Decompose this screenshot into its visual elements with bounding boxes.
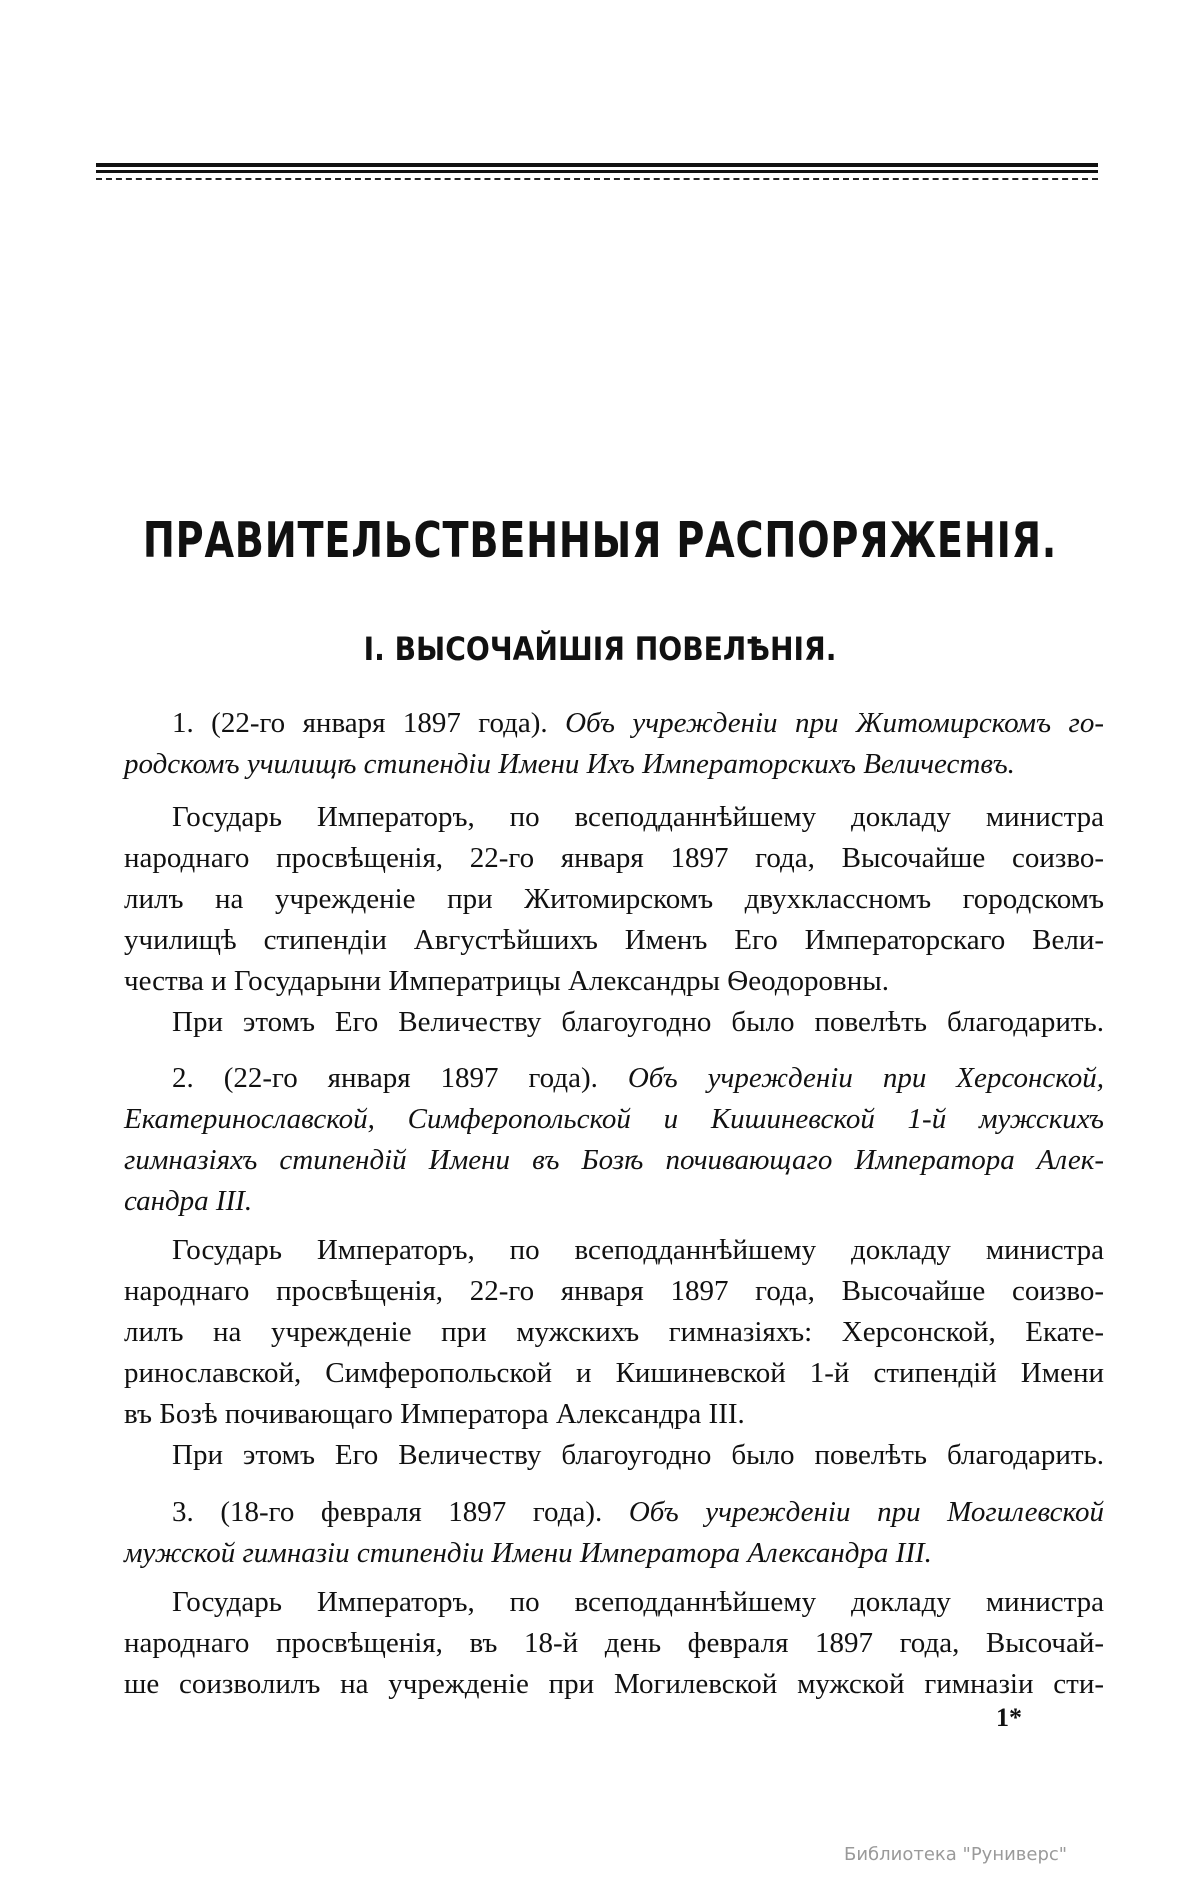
order-3-heading-italic: Объ учрежденіи при Могилевской — [628, 1496, 1104, 1528]
order-1-text — [124, 797, 1104, 1043]
order-1-text-line: Государь Императоръ, по всеподданнѣйшему докладу министра — [172, 801, 1104, 833]
order-2-text — [124, 1230, 1104, 1476]
order-1-text-line: училищѣ стипендіи Августѣйшихъ Именъ Его Императорскаго Вели- — [124, 924, 1104, 956]
order-3-text-line: ше соизволилъ на учрежденіе при Могилевской мужской гимназіи сти- — [124, 1668, 1104, 1700]
order-1-heading-line-1 — [124, 703, 1104, 744]
top-rule-thick-second — [96, 170, 1098, 173]
order-1-closing: При этомъ Его Величеству благоугодно было повелѣть благодарить. — [172, 1006, 1104, 1038]
order-2-heading-line-1 — [124, 1058, 1104, 1099]
order-3 — [124, 1492, 1104, 1574]
order-3-text-line: Государь Императоръ, по всеподданнѣйшему докладу министра — [172, 1586, 1104, 1618]
order-2-text-line: Государь Императоръ, по всеподданнѣйшему докладу министра — [172, 1234, 1104, 1266]
order-2-heading-line-2: Екатеринославской, Симферопольской и Кишиневской 1-й мужскихъ — [124, 1103, 1104, 1135]
order-1-text-line: народнаго просвѣщенія, 22-го января 1897 года, Высочайше соизво- — [124, 842, 1104, 874]
top-rule-dashed — [96, 178, 1098, 180]
order-2-closing: При этомъ Его Величеству благоугодно было повелѣть благодарить. — [172, 1439, 1104, 1471]
order-1-text-line: чества и Государыни Императрицы Александры Ѳеодоровны. — [124, 965, 889, 997]
order-2-heading-line-4: сандра III. — [124, 1185, 253, 1217]
order-1 — [124, 703, 1104, 785]
order-1-heading-italic: Объ учрежденіи при Житомирскомъ го- — [565, 707, 1104, 739]
order-2-heading-line-3: гимназіяхъ стипендій Имени въ Бозѣ почивающаго Императора Алек- — [124, 1144, 1104, 1176]
order-3-heading-line-2: мужской гимназіи стипендіи Имени Императора Александра III. — [124, 1537, 932, 1569]
top-rule-thick — [96, 163, 1098, 167]
page-signature: 1* — [996, 1703, 1022, 1732]
order-3-heading-plain: 3. (18-го февраля 1897 года). — [172, 1496, 629, 1528]
order-2-text-line: лилъ на учрежденіе при мужскихъ гимназіяхъ: Херсонской, Екате- — [124, 1316, 1104, 1348]
order-3-text-line: народнаго просвѣщенія, въ 18-й день февраля 1897 года, Высочай- — [124, 1627, 1104, 1659]
order-1-heading-line-2: родскомъ училищѣ стипендіи Имени Ихъ Императорскихъ Величествъ. — [124, 748, 1015, 780]
order-2-text-line: народнаго просвѣщенія, 22-го января 1897 года, Высочайше соизво- — [124, 1275, 1104, 1307]
order-2-heading-plain: 2. (22-го января 1897 года). — [172, 1062, 628, 1094]
order-3-text — [124, 1582, 1104, 1705]
order-2-heading-italic: Объ учрежденіи при Херсонской, — [627, 1062, 1104, 1094]
order-1-text-line: лилъ на учрежденіе при Житомирскомъ двухклассномъ городскомъ — [124, 883, 1104, 915]
section-title: I. ВЫСОЧАЙШІЯ ПОВЕЛѢНІЯ. — [363, 630, 837, 668]
order-2 — [124, 1058, 1104, 1222]
order-3-heading-line-1 — [124, 1492, 1104, 1533]
page-title: ПРАВИТЕЛЬСТВЕННЫЯ РАСПОРЯЖЕНІЯ. — [142, 512, 1058, 569]
order-2-text-line: ринославской, Симферопольской и Кишиневской 1-й стипендій Имени — [124, 1357, 1104, 1389]
order-1-heading-plain: 1. (22-го января 1897 года). — [172, 707, 566, 739]
library-watermark: Библиотека "Руниверс" — [844, 1844, 1068, 1865]
order-2-text-line: въ Бозѣ почивающаго Императора Александра III. — [124, 1398, 745, 1430]
